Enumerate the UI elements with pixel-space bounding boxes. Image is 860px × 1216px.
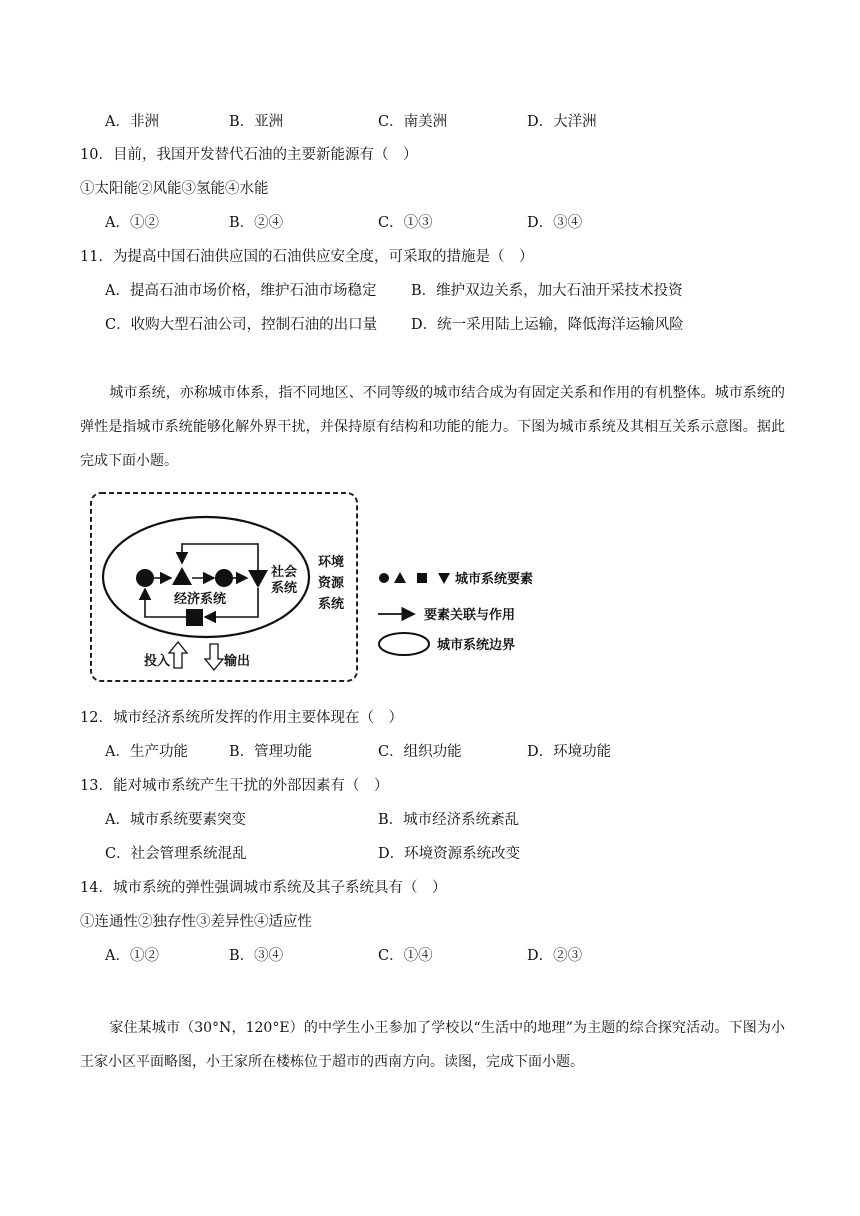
- legend-triangle-up-icon: [394, 572, 406, 583]
- q14-option-d: D．②③: [527, 948, 583, 964]
- q14-option-c: C．①④: [378, 948, 433, 964]
- urban-system-diagram: [88, 490, 568, 686]
- q10-option-c: C．①③: [378, 215, 433, 231]
- legend-circle-icon: [379, 573, 389, 583]
- env-system-label-3: 系统: [318, 597, 345, 612]
- q10-items: ①太阳能②风能③氢能④水能: [80, 181, 269, 197]
- passage-xiaowang: 家住某城市（30°N，120°E）的中学生小王参加了学校以“生活中的地理”为主题的综合探究活动。下图为小王家小区平面略图，小王家所在楼栋位于超市的西南方向。读图，完成下面小题。: [80, 1020, 785, 1070]
- q14-option-b: B．③④: [229, 948, 284, 964]
- input-arrow-icon: [169, 642, 187, 668]
- element-triangle-up: [172, 567, 192, 585]
- q13-stem: 13．能对城市系统产生干扰的外部因素有（ ）: [80, 778, 389, 794]
- legend-boundary-icon: [379, 633, 429, 655]
- env-system-label-2: 资源: [318, 576, 345, 591]
- q14-items: ①连通性②独存性③差异性④适应性: [80, 914, 312, 930]
- legend-triangle-down-icon: [438, 573, 450, 584]
- q12-option-c: C．组织功能: [378, 744, 462, 760]
- q13-option-b: B．城市经济系统紊乱: [378, 812, 520, 828]
- q12-option-b: B．管理功能: [229, 744, 313, 760]
- q13-option-c: C．社会管理系统混乱: [105, 846, 247, 862]
- element-circle-right: [215, 569, 233, 587]
- q11-stem: 11．为提高中国石油供应国的石油供应安全度，可采取的措施是（ ）: [80, 249, 534, 265]
- q9-option-b: B．亚洲: [229, 114, 284, 130]
- q13-option-d: D．环境资源系统改变: [378, 846, 521, 862]
- legend-arrow-label: 要素关联与作用: [424, 608, 516, 623]
- q10-option-a: A．①②: [105, 215, 159, 231]
- element-triangle-down: [248, 570, 268, 588]
- q11-option-a: A．提高石油市场价格，维护石油市场稳定: [105, 283, 377, 299]
- q14-option-a: A．①②: [105, 948, 159, 964]
- q9-option-c: C．南美洲: [378, 114, 448, 130]
- social-system-label-1: 社会: [271, 565, 298, 580]
- legend-elements-label: 城市系统要素: [455, 572, 534, 587]
- element-circle-left: [136, 569, 154, 587]
- input-label: 投入: [144, 654, 171, 669]
- q11-option-d: D．统一采用陆上运输，降低海洋运输风险: [411, 317, 684, 333]
- output-label: 输出: [224, 654, 251, 669]
- q10-option-b: B．②④: [229, 215, 284, 231]
- q12-option-a: A．生产功能: [105, 744, 188, 760]
- passage-urban-system: 城市系统，亦称城市体系，指不同地区、不同等级的城市结合成为有固定关系和作用的有机整体。城市系统的弹性是指城市系统能够化解外界干扰，并保持原有结构和功能的能力。下图为城市系统及其相互关系示意图。据此完成下面小题。: [80, 385, 785, 469]
- output-arrow-icon: [205, 644, 223, 670]
- q12-option-d: D．环境功能: [527, 744, 612, 760]
- legend-boundary-label: 城市系统边界: [437, 638, 516, 653]
- social-system-label-2: 系统: [271, 581, 298, 596]
- q14-stem: 14．城市系统的弹性强调城市系统及其子系统具有（ ）: [80, 880, 447, 896]
- q11-option-c: C．收购大型石油公司，控制石油的出口量: [105, 317, 378, 333]
- q9-option-a: A．非洲: [105, 114, 159, 130]
- element-square: [186, 609, 203, 626]
- q13-option-a: A．城市系统要素突变: [105, 812, 246, 828]
- q10-stem: 10．目前，我国开发替代石油的主要新能源有（ ）: [80, 147, 418, 163]
- legend-square-icon: [417, 573, 427, 583]
- economic-system-label: 经济系统: [174, 592, 227, 607]
- q10-option-d: D．③④: [527, 215, 583, 231]
- env-system-label-1: 环境: [318, 555, 345, 570]
- q9-option-d: D．大洋洲: [527, 114, 597, 130]
- q11-option-b: B．维护双边关系，加大石油开采技术投资: [411, 283, 683, 299]
- q12-stem: 12．城市经济系统所发挥的作用主要体现在（ ）: [80, 710, 403, 726]
